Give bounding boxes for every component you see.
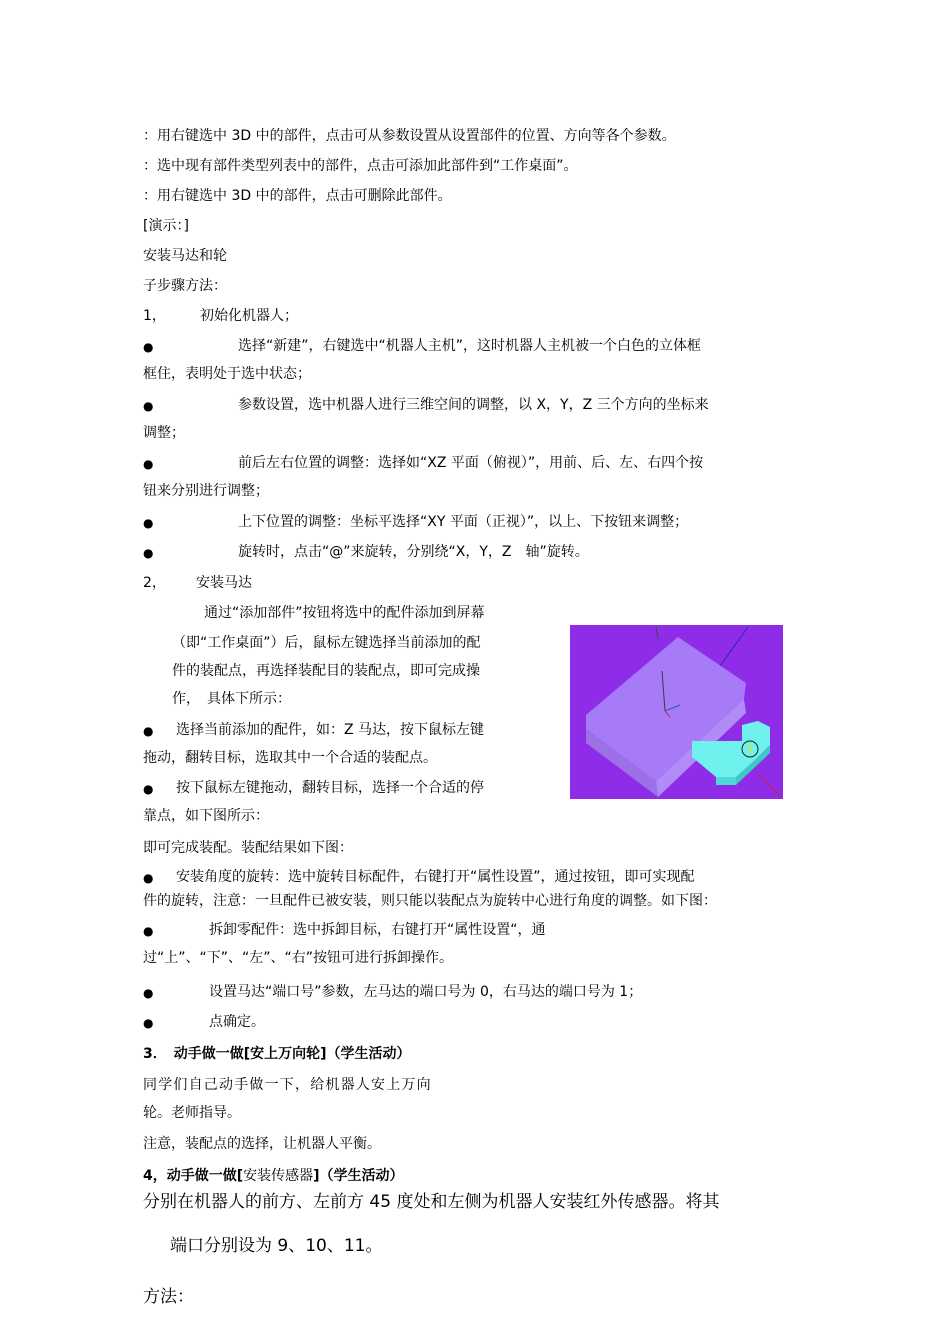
step2-number: 2， bbox=[143, 575, 166, 591]
step3-heading: 3． 动手做一做[安上万向轮]（学生活动） bbox=[143, 1046, 411, 1062]
line-delete-part: ：用右键选中 3D 中的部件，点击可删除此部件。 bbox=[143, 188, 452, 204]
motor-part-side bbox=[716, 777, 736, 785]
bullet3-line-a: 前后左右位置的调整：选择如“XZ 平面（俯视）”，用前、后、左、右四个按 bbox=[238, 455, 704, 471]
bullet-3: ● bbox=[143, 457, 154, 471]
line-add-part: ：选中现有部件类型列表中的部件，点击可添加此部件到“工作桌面”。 bbox=[143, 158, 578, 174]
step4-heading-mid: 安装传感器 bbox=[243, 1168, 314, 1184]
bullet2-line-a: 参数设置，选中机器人进行三维空间的调整，以 X，Y，Z 三个方向的坐标来 bbox=[238, 397, 709, 413]
step1-number: 1， bbox=[143, 308, 166, 324]
bullet-1: ● bbox=[143, 340, 154, 354]
step4-method: 方法： bbox=[143, 1287, 194, 1307]
step4-heading bbox=[143, 1168, 404, 1186]
bullet1-line-a: 选择“新建”，右键选中“机器人主机”，这时机器人主机被一个白色的立体框 bbox=[238, 338, 702, 354]
step3-note: 注意，装配点的选择，让机器人平衡。 bbox=[143, 1136, 381, 1152]
line-demo: [演示：] bbox=[143, 218, 189, 234]
bullet-2: ● bbox=[143, 399, 154, 413]
step2-para-b: （即“工作桌面”）后，鼠标左键选择当前添加的配 bbox=[172, 635, 481, 651]
bullet-11: ● bbox=[143, 1016, 154, 1030]
axis-line-red bbox=[760, 775, 781, 797]
bullet1-line-b: 框住，表明处于选中状态； bbox=[143, 366, 311, 382]
bullet-4: ● bbox=[143, 516, 154, 530]
step3-line-a: 同学们自己动手做一下，给机器人安上万向 bbox=[143, 1077, 432, 1093]
line-substeps: 子步骤方法： bbox=[143, 278, 227, 294]
line-part-settings: ：用右键选中 3D 中的部件，点击可从参数设置从设置部件的位置、方向等各个参数。 bbox=[143, 128, 676, 144]
bullet8-line-b: 件的旋转，注意：一旦配件已被安装，则只能以装配点为旋转中心进行角度的调整。如下图： bbox=[143, 893, 717, 909]
bullet7-line-a: 按下鼠标左键拖动，翻转目标，选择一个合适的停 bbox=[176, 780, 484, 796]
bullet4-line: 上下位置的调整：坐标平选择“XY 平面（正视）”，以上、下按钮来调整； bbox=[238, 514, 689, 530]
bullet9-line-b: 过“上”、“下”、“左”、“右”按钮可进行拆卸操作。 bbox=[143, 950, 454, 966]
bullet-6: ● bbox=[143, 724, 154, 738]
bullet-10: ● bbox=[143, 986, 154, 1000]
bullet6-line-a: 选择当前添加的配件，如：Z 马达，按下鼠标左键 bbox=[176, 722, 485, 738]
bullet7-line-b: 靠点，如下图所示： bbox=[143, 808, 269, 824]
step3-line-b: 轮。老师指导。 bbox=[143, 1105, 241, 1121]
bullet-7: ● bbox=[143, 782, 154, 796]
step2-para-a: 通过“添加部件”按钮将选中的配件添加到屏幕 bbox=[204, 605, 485, 621]
step2-para-c: 件的装配点，再选择装配目的装配点，即可完成操 bbox=[172, 663, 480, 679]
step1-text: 初始化机器人； bbox=[200, 308, 298, 324]
bullet5-line: 旋转时，点击“@”来旋转，分别绕“X，Y，Z 轴”旋转。 bbox=[238, 544, 589, 560]
line-assembly-result: 即可完成装配。装配结果如下图： bbox=[143, 840, 353, 856]
bullet9-line-a: 拆卸零配件：选中拆卸目标，右键打开“属性设置“，通 bbox=[209, 922, 546, 938]
step2-text: 安装马达 bbox=[196, 575, 252, 591]
step2-para-d: 作， 具体下所示： bbox=[172, 691, 291, 707]
bullet2-line-b: 调整； bbox=[143, 425, 185, 441]
step4-line-a: 分别在机器人的前方、左前方 45 度处和左侧为机器人安装红外传感器。将其 bbox=[143, 1192, 720, 1212]
bullet6-line-b: 拖动，翻转目标，选取其中一个合适的装配点。 bbox=[143, 750, 437, 766]
bullet3-line-b: 钮来分别进行调整； bbox=[143, 483, 269, 499]
step4-line-b: 端口分别设为 9、10、11。 bbox=[170, 1236, 383, 1256]
bullet-8: ● bbox=[143, 871, 154, 885]
assembly-render bbox=[570, 625, 783, 799]
bullet8-line-a: 安装角度的旋转：选中旋转目标配件，右键打开“属性设置”，通过按钮，即可实现配 bbox=[176, 869, 695, 885]
bullet-9: ● bbox=[143, 924, 154, 938]
bullet11-line: 点确定。 bbox=[209, 1014, 265, 1030]
bullet-5: ● bbox=[143, 546, 154, 560]
bullet10-line: 设置马达“端口号”参数，左马达的端口号为 0，右马达的端口号为 1； bbox=[209, 984, 643, 1000]
assembly-figure bbox=[570, 625, 783, 799]
axis-line-top bbox=[656, 627, 658, 639]
step4-heading-suffix: ]（学生活动） bbox=[313, 1168, 404, 1184]
step4-heading-prefix: 4，动手做一做[ bbox=[143, 1168, 244, 1184]
line-install-heading: 安装马达和轮 bbox=[143, 248, 227, 264]
